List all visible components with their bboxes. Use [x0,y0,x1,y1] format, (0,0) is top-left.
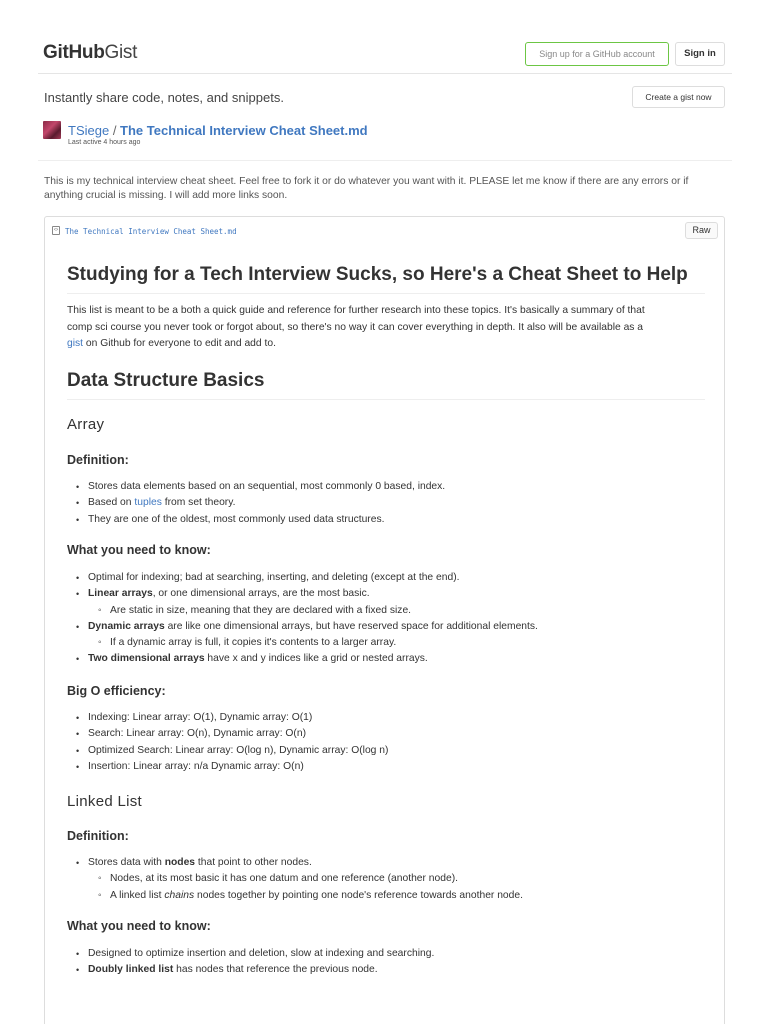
last-active: Last active 4 hours ago [68,139,141,146]
owner-link[interactable]: TSiege [68,123,110,138]
list-item: • They are one of the oldest, most commonly used data structures. [67,512,445,528]
title-separator: / [109,123,121,138]
avatar[interactable] [43,121,61,139]
gist-description: This is my technical interview cheat sheet. Feel free to fork it or do whatever you want with it. PLEASE let me know if there are any errors or if anything crucial is missing. I will add more links soon. [44,176,689,201]
github-gist-logo[interactable]: GitHubGist [43,42,138,63]
heading-array-know: What you need to know: [67,543,211,557]
list-item: • Insertion: Linear array: n/a Dynamic array: O(n) [67,759,388,775]
tagline: Instantly share code, notes, and snippets. [44,90,284,105]
heading-array-definition: Definition: [67,453,129,467]
file-name-link[interactable]: The Technical Interview Cheat Sheet.md [65,227,237,236]
list-item: • Optimal for indexing; bad at searching, inserting, and deleting (except at the end). [67,570,538,586]
array-definition-list [67,479,445,528]
tuples-link[interactable]: tuples [134,497,162,509]
gist-name-link[interactable]: The Technical Interview Cheat Sheet.md [120,123,368,138]
heading-array: Array [67,416,105,433]
heading-array-bigo: Big O efficiency: [67,684,166,698]
heading-linked-list-definition: Definition: [67,829,129,843]
gist-title [68,123,368,138]
list-item: ◦ If a dynamic array is full, it copies it's contents to a larger array. [67,635,538,651]
intro-line-3: gist on Github for everyone to edit and add to. [67,338,276,349]
list-item: • Optimized Search: Linear array: O(log n), Dynamic array: O(log n) [67,743,388,759]
heading-linked-list: Linked List [67,793,143,810]
list-item: • Dynamic arrays are like one dimensional arrays, but have reserved space for additional elements. [67,619,538,635]
list-item: • Designed to optimize insertion and deletion, slow at indexing and searching. [67,946,434,962]
list-item: ◦ Nodes, at its most basic it has one datum and one reference (another node). [67,871,523,887]
list-item: • Linear arrays, or one dimensional arrays, are the most basic. [67,586,538,602]
file-box [44,216,725,1024]
heading-linked-list-know: What you need to know: [67,919,211,933]
title-rule [67,293,705,294]
linked-list-know-list [67,946,434,979]
intro-line-2: comp sci course you never took or forgot about, so there's no way it can cover everything in depth. It also will be available as a [67,321,644,333]
list-item: ◦ Are static in size, meaning that they are declared with a fixed size. [67,603,538,619]
section-heading-data-structures: Data Structure Basics [67,370,265,391]
list-item: • Search: Linear array: O(n), Dynamic array: O(n) [67,726,388,742]
signin-button[interactable]: Sign in [675,42,725,66]
list-item: • Based on tuples from set theory. [67,495,445,511]
linked-list-definition-list [67,855,523,904]
title-divider [38,160,732,161]
list-item: • Doubly linked list has nodes that reference the previous node. [67,962,434,978]
intro-line-1: This list is meant to be a both a quick guide and reference for further research into these topics. It's basically a summary of that [67,305,645,316]
array-bigo-list [67,710,388,775]
list-item: • Stores data with nodes that point to other nodes. [67,855,523,871]
gist-link[interactable]: gist [67,338,84,349]
list-item: • Indexing: Linear array: O(1), Dynamic array: O(1) [67,710,388,726]
list-item: • Stores data elements based on an sequential, most commonly 0 based, index. [67,479,445,495]
raw-button[interactable]: Raw [685,222,718,239]
file-header [45,217,724,245]
header-divider [38,73,732,74]
list-item: ◦ A linked list chains nodes together by pointing one node's reference towards another node. [67,888,523,904]
list-item: • Two dimensional arrays have x and y indices like a grid or nested arrays. [67,651,538,667]
file-code-icon: ‹› [54,227,58,233]
create-gist-button[interactable]: Create a gist now [632,86,725,108]
article-title: Studying for a Tech Interview Sucks, so Here's a Cheat Sheet to Help [67,264,688,285]
array-know-list [67,570,538,668]
section-rule [67,399,705,400]
signup-button[interactable]: Sign up for a GitHub account [525,42,669,66]
site-header [0,0,768,74]
